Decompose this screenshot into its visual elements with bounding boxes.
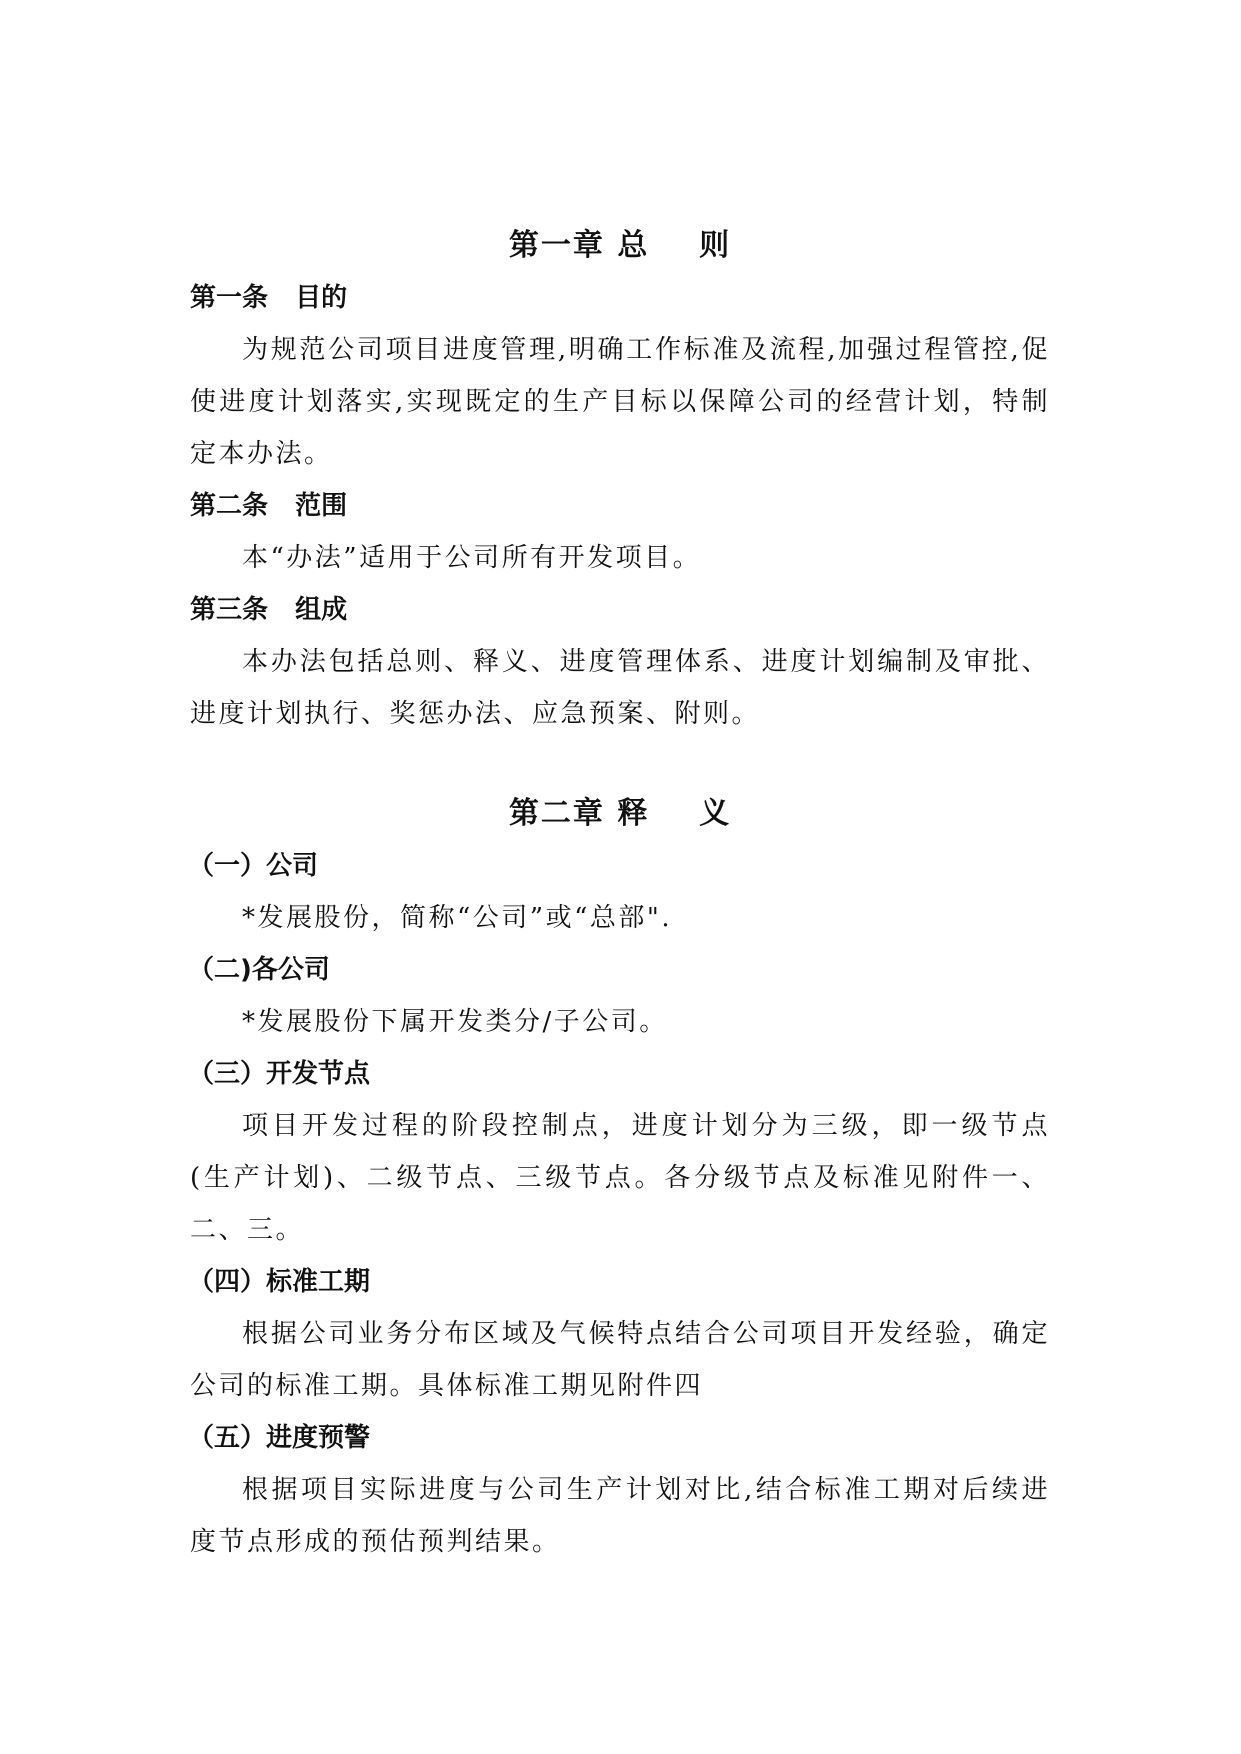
chapter-1-title: 第一章 总 则	[508, 228, 732, 263]
definition-3-body: 项目开发过程的阶段控制点，进度计划分为三级，即一级节点(生产计划)、二级节点、三级节点。各分级节点及标准见附件一、二、三。	[190, 1111, 1050, 1245]
definition-5-body: 根据项目实际进度与公司生产计划对比,结合标准工期对后续进度节点形成的预估预判结果。	[190, 1475, 1050, 1557]
document-content	[190, 220, 1050, 1568]
definition-4-heading: （四）标准工期	[188, 1267, 371, 1297]
article-3-body: 本办法包括总则、释义、进度管理体系、进度计划编制及审批、进度计划执行、奖惩办法、应急预案、附则。	[190, 647, 1050, 729]
definition-3-heading: （三）开发节点	[188, 1059, 371, 1089]
article-3-heading: 第三条 组成	[190, 595, 348, 625]
definition-5-heading: （五）进度预警	[188, 1423, 371, 1453]
definition-2-body: *发展股份下属开发类分/子公司。	[242, 1007, 668, 1037]
article-1-body: 为规范公司项目进度管理,明确工作标准及流程,加强过程管控,促使进度计划落实,实现既定的生产目标以保障公司的经营计划，特制定本办法。	[190, 335, 1050, 469]
definition-1-body: *发展股份，简称“公司”或“总部".	[242, 903, 673, 933]
article-1-heading: 第一条 目的	[190, 283, 348, 313]
definition-4-body: 根据公司业务分布区域及气候特点结合公司项目开发经验，确定公司的标准工期。具体标准工期见附件四	[190, 1319, 1050, 1401]
article-2-body: 本“办法”适用于公司所有开发项目。	[242, 543, 702, 573]
chapter-2-title: 第二章 释 义	[508, 796, 732, 831]
definition-1-heading: （一）公司	[188, 851, 319, 881]
article-2-heading: 第二条 范围	[190, 491, 348, 521]
definition-2-heading: （二)各公司	[188, 955, 330, 985]
